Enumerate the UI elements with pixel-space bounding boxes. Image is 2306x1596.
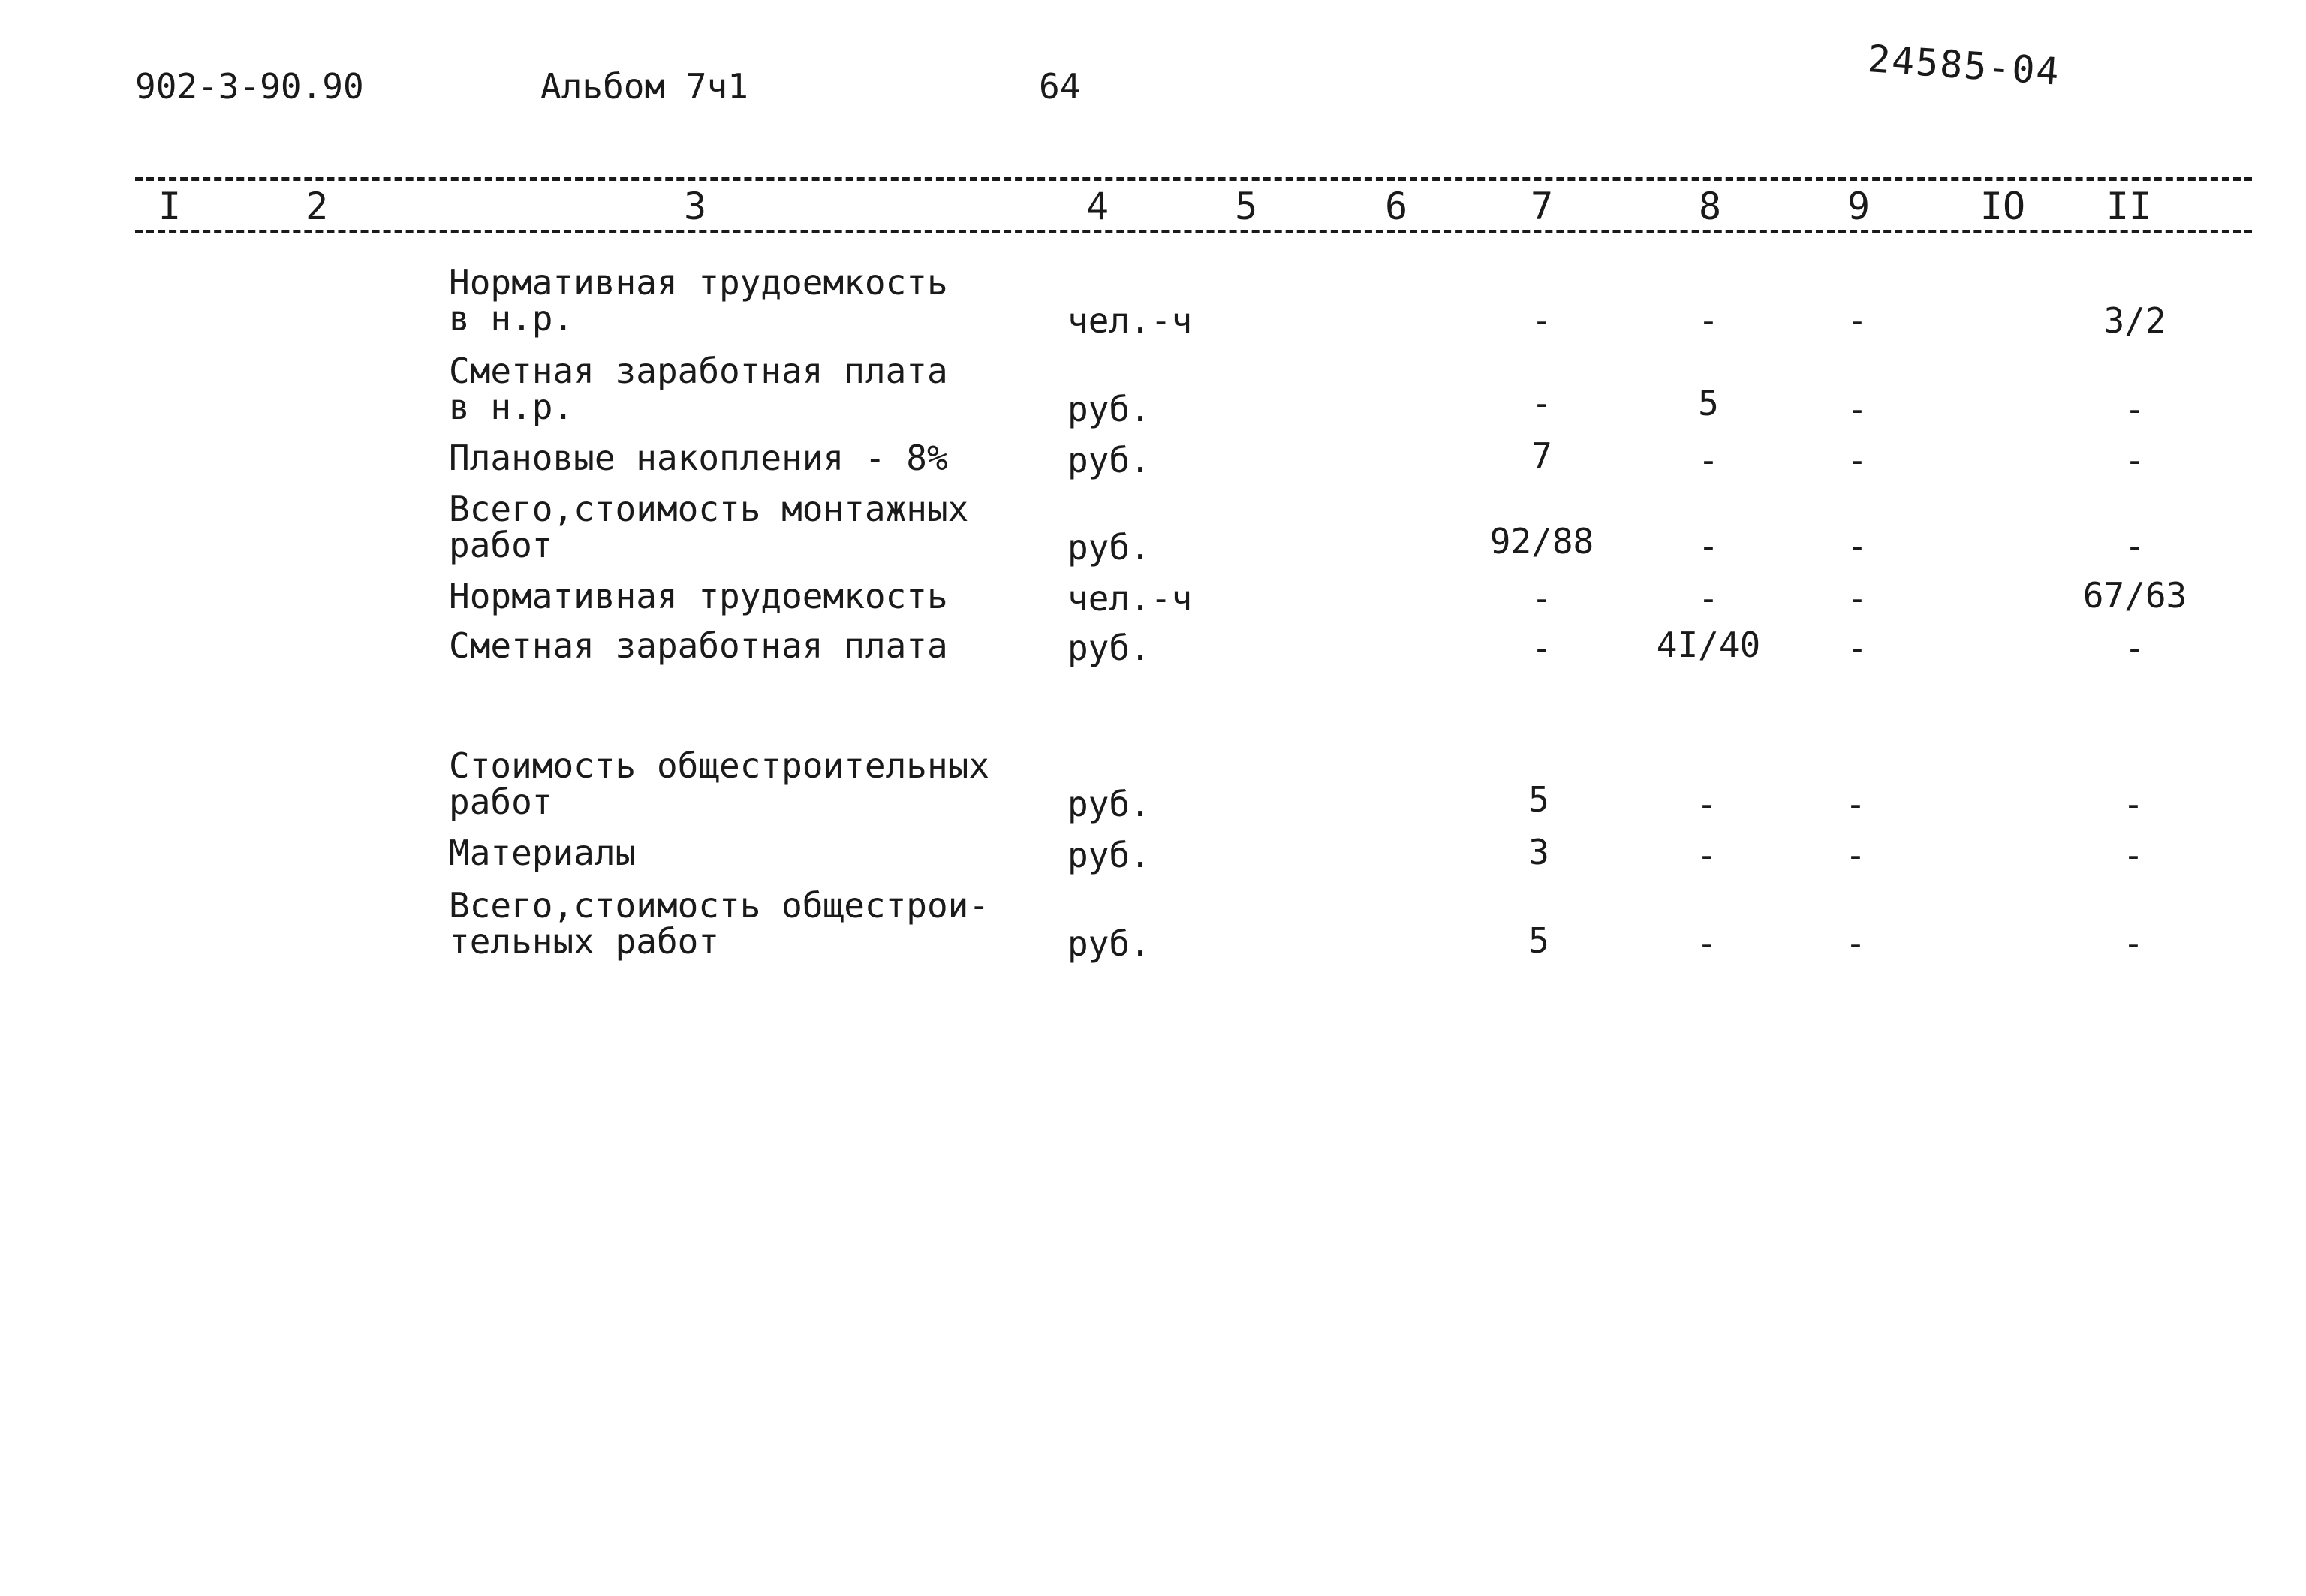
- row-unit: руб.: [1067, 923, 1151, 964]
- cell-col11: -: [2123, 784, 2144, 824]
- registration-stamp: 24585-04: [1866, 37, 2062, 94]
- cell-col11: -: [2124, 389, 2145, 429]
- cell-col8: -: [1698, 440, 1719, 480]
- cell-col11: 67/63: [2082, 575, 2187, 616]
- col-number-7: 7: [1530, 185, 1554, 228]
- cell-col8: -: [1696, 784, 1717, 824]
- cell-col8: 5: [1698, 383, 1719, 423]
- cell-col8: -: [1696, 923, 1717, 964]
- col-number-5: 5: [1234, 185, 1258, 228]
- cell-col7: 92/88: [1489, 521, 1594, 562]
- cell-col9: -: [1847, 300, 1868, 341]
- cell-col11: -: [2123, 835, 2144, 875]
- cell-col11: -: [2124, 440, 2145, 480]
- cell-col11: -: [2124, 525, 2145, 566]
- cell-col7: 5: [1528, 779, 1549, 820]
- col-number-3: 3: [683, 185, 707, 228]
- cell-col7: 5: [1528, 920, 1549, 961]
- row-label: Нормативная трудоемкость: [449, 576, 948, 616]
- cell-col11: -: [2124, 628, 2145, 668]
- col-number-8: 8: [1698, 185, 1722, 228]
- col-number-1: I: [158, 185, 182, 228]
- cell-col7: -: [1531, 628, 1552, 668]
- row-label: Нормативная трудоемкость в н.р.: [449, 262, 948, 339]
- col-number-10: IO: [1979, 185, 2026, 228]
- col-number-6: 6: [1384, 185, 1408, 228]
- row-label: Всего,стоимость общестрои- тельных работ: [449, 885, 990, 962]
- col-number-9: 9: [1847, 185, 1871, 228]
- row-label: Плановые накопления - 8%: [449, 438, 948, 478]
- cell-col7: -: [1531, 383, 1552, 423]
- cell-col9: -: [1847, 578, 1868, 619]
- col-number-2: 2: [305, 185, 329, 228]
- row-unit: руб.: [1067, 835, 1151, 875]
- row-label: Материалы: [449, 833, 637, 873]
- cell-col8: -: [1698, 300, 1719, 341]
- header-top-rule: [135, 177, 2252, 181]
- row-unit: чел.-ч: [1067, 300, 1193, 341]
- row-unit: руб.: [1067, 784, 1151, 824]
- row-unit: руб.: [1067, 527, 1151, 568]
- cell-col7: 7: [1531, 435, 1552, 476]
- cell-col9: -: [1847, 628, 1868, 668]
- col-number-11: II: [2106, 185, 2152, 228]
- cell-col8: -: [1698, 525, 1719, 566]
- cell-col9: -: [1845, 923, 1866, 964]
- cell-col9: -: [1845, 835, 1866, 875]
- page-number: 64: [1039, 66, 1081, 107]
- cell-col11: -: [2123, 923, 2144, 964]
- cell-col8: -: [1696, 835, 1717, 875]
- row-unit: руб.: [1067, 628, 1151, 668]
- row-label: Сметная заработная плата в н.р.: [449, 351, 948, 427]
- row-label: Стоимость общестроительных работ: [449, 745, 990, 822]
- header-bottom-rule: [135, 230, 2252, 233]
- cell-col7: -: [1531, 578, 1552, 619]
- album-label: Альбом 7ч1: [540, 66, 748, 107]
- row-label: Сметная заработная плата: [449, 625, 948, 666]
- cell-col7: 3: [1528, 832, 1549, 872]
- row-unit: чел.-ч: [1067, 578, 1193, 619]
- row-unit: руб.: [1067, 389, 1151, 429]
- cell-col9: -: [1847, 389, 1868, 429]
- cell-col7: -: [1531, 300, 1552, 341]
- cell-col9: -: [1845, 784, 1866, 824]
- cell-col9: -: [1847, 440, 1868, 480]
- row-unit: руб.: [1067, 440, 1151, 480]
- cell-col8: 4I/40: [1656, 625, 1761, 665]
- cell-col11: 3/2: [2103, 300, 2166, 341]
- col-number-4: 4: [1085, 185, 1109, 228]
- cell-col8: -: [1698, 578, 1719, 619]
- row-label: Всего,стоимость монтажных работ: [449, 489, 969, 565]
- cell-col9: -: [1847, 525, 1868, 566]
- document-code: 902-3-90.90: [135, 66, 364, 107]
